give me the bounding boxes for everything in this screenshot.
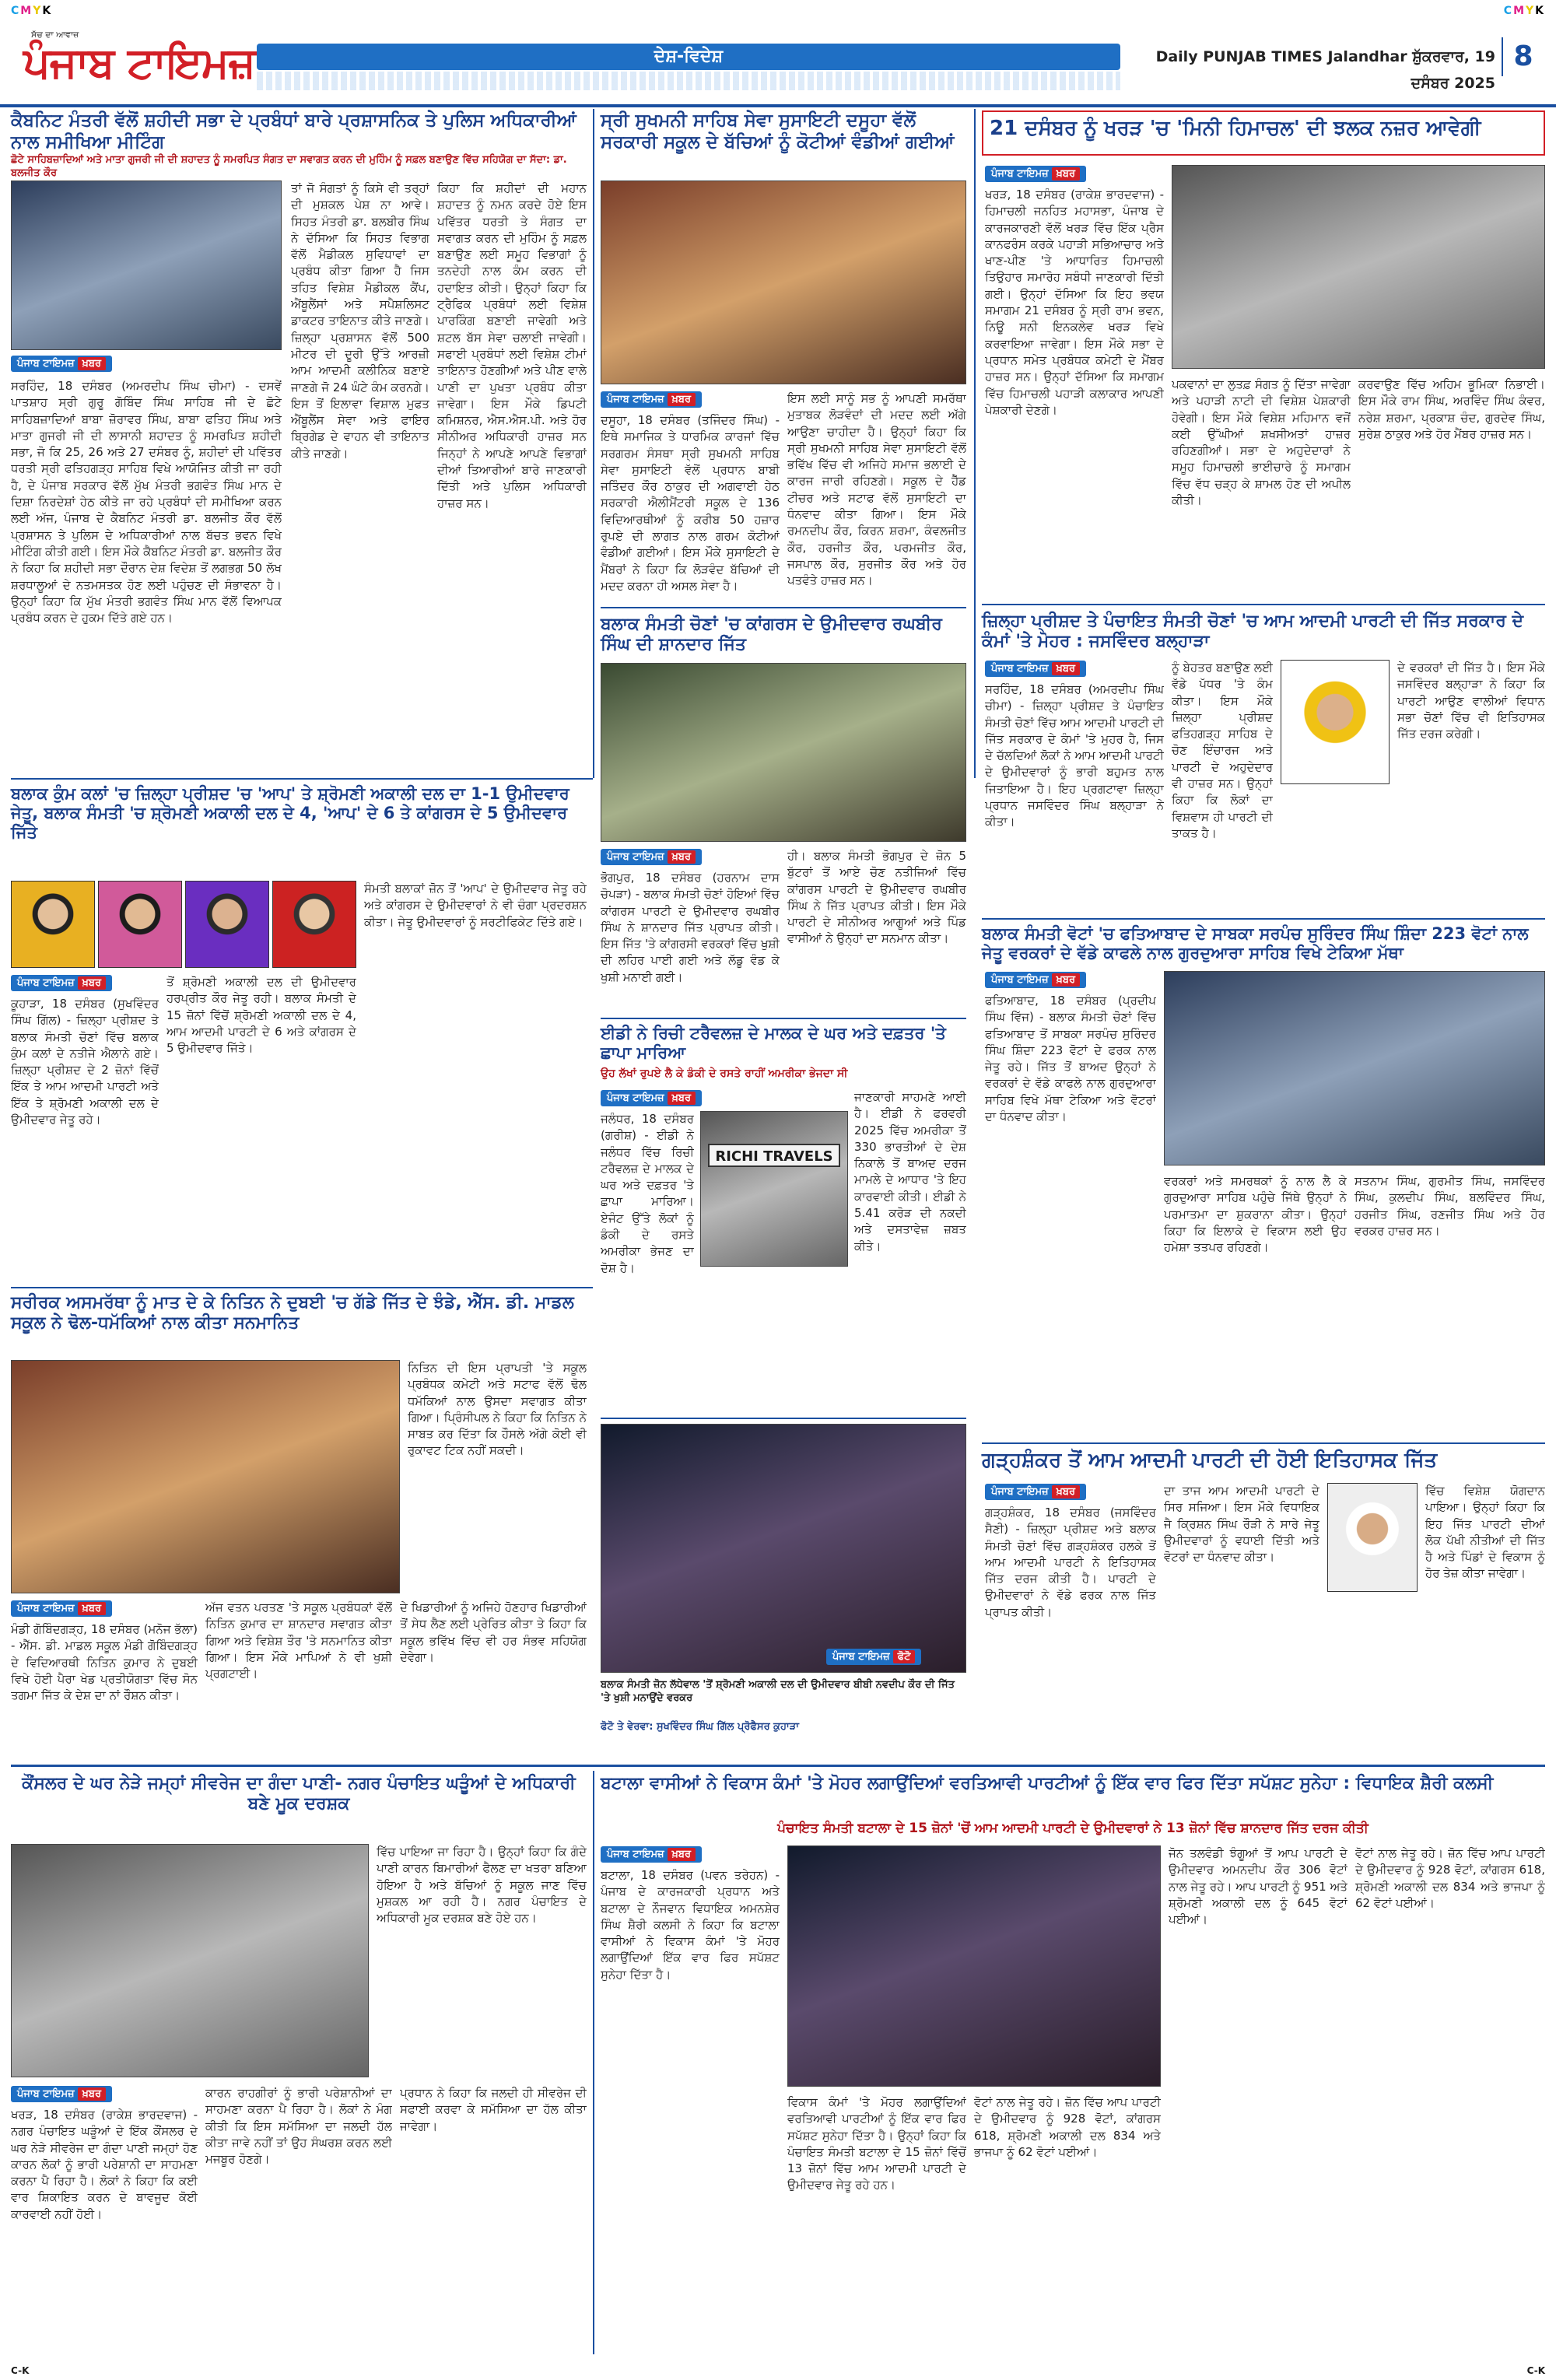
cabinet-subhead: ਛੋਟੇ ਸਾਹਿਬਜ਼ਾਦਿਆਂ ਅਤੇ ਮਾਤਾ ਗੁਜਰੀ ਜੀ ਦੀ ਸ਼ਹਾਦਤ ਨੂੰ ਸਮਰਪਿਤ ਸੰਗਤ ਦਾ ਸਵਾਗਤ ਕਰਨ ਦੀ ਮੁਹਿੰਮ ਨੂੰ ਸਫ਼ਲ ਬਣਾਉਣ ਵਿੱਚ ਸਹਿਯੋਗ ਦਾ ਸੱਦਾ: ਡਾ. ਬਲਜੀਤ ਕੌਰ bbox=[11, 154, 567, 179]
batala-text-col2: ਵਿਕਾਸ ਕੰਮਾਂ 'ਤੇ ਮੋਹਰ ਲਗਾਉਂਦਿਆਂ ਵਰਤਿਆਵੀ ਪਾਰਟੀਆਂ ਨੂੰ ਇੱਕ ਵਾਰ ਫਿਰ ਸਪੱਸ਼ਟ ਸੁਨੇਹਾ ਦਿੱਤਾ ਹੈ। ਉਨ੍ਹਾਂ ਕਿਹਾ ਕਿ ਪੰਚਾਇਤ ਸੰਮਤੀ ਬਟਾਲਾ ਦੇ 15 ਜ਼ੋਨਾਂ ਵਿੱਚੋਂ 13 ਜ਼ੋਨਾਂ ਵਿੱਚ ਆਮ ਆਦਮੀ ਪਾਰਟੀ ਦੇ ਉਮੀਦਵਾਰ ਜੇਤੂ ਰਹੇ ਹਨ। bbox=[787, 2095, 966, 2192]
students-group-photo bbox=[601, 181, 966, 384]
byline-brand: ਪੰਜਾਬ ਟਾਇਮਜ਼ bbox=[607, 1092, 664, 1104]
byline-tag: ਖ਼ਬਰ bbox=[78, 357, 106, 370]
sukhmani-text-col2: ਇਸ ਲਈ ਸਾਨੂੰ ਸਭ ਨੂੰ ਆਪਣੀ ਸਮਰੱਥਾ ਮੁਤਾਬਕ ਲੋੜਵੰਦਾਂ ਦੀ ਮਦਦ ਲਈ ਅੱਗੇ ਆਉਣਾ ਚਾਹੀਦਾ ਹੈ। ਉਨ੍ਹਾਂ ਕਿਹਾ ਕਿ ਸ੍ਰੀ ਸੁਖਮਨੀ ਸਾਹਿਬ ਸੇਵਾ ਸੁਸਾਇਟੀ ਵੱਲੋਂ ਭਵਿੱਖ ਵਿੱਚ ਵੀ ਅਜਿਹੇ ਸਮਾਜ ਭਲਾਈ ਦੇ ਕਾਰਜ ਜਾਰੀ ਰਹਿਣਗੇ। ਸਕੂਲ ਦੇ ਹੈੱਡ ਟੀਚਰ ਅਤੇ ਸਟਾਫ ਵੱਲੋਂ ਸੁਸਾਇਟੀ ਦਾ ਧੰਨਵਾਦ ਕੀਤਾ ਗਿਆ। ਇਸ ਮੌਕੇ ਰਮਨਦੀਪ ਕੌਰ, ਕਿਰਨ ਸ਼ਰਮਾ, ਕੰਵਲਜੀਤ ਕੌਰ, ਹਰਜੀਤ ਕੌਰ, ਪਰਮਜੀਤ ਕੌਰ, ਜਸਪਾਲ ਕੌਰ, ਸੁਰਜੀਤ ਕੌਰ ਅਤੇ ਹੋਰ ਪਤਵੰਤੇ ਹਾਜ਼ਰ ਸਨ। bbox=[787, 391, 966, 588]
batala-text-col5: ਵੋਟਾਂ ਨਾਲ ਜੇਤੂ ਰਹੇ। ਜ਼ੋਨ ਵਿੱਚ ਆਪ ਪਾਰਟੀ ਦੇ ਉਮੀਦਵਾਰ ਨੂੰ 928 ਵੋਟਾਂ, ਕਾਂਗਰਸ 618, ਸ਼੍ਰੋਮਣੀ ਅਕਾਲੀ ਦਲ 834 ਅਤੇ ਭਾਜਪਾ ਨੂੰ 62 ਵੋਟਾਂ ਪਈਆਂ। bbox=[1355, 1846, 1545, 1910]
blanchvadu-text-col1: ਸਰਹਿੰਦ, 18 ਦਸੰਬਰ (ਅਮਰਦੀਪ ਸਿੰਘ ਚੀਮਾ) - ਜ਼ਿਲ੍ਹਾ ਪ੍ਰੀਸ਼ਦ ਤੇ ਪੰਚਾਇਤ ਸੰਮਤੀ ਚੋਣਾਂ ਵਿੱਚ ਆਮ ਆਦਮੀ ਪਾਰਟੀ ਦੀ ਜਿੱਤ ਸਰਕਾਰ ਦੇ ਕੰਮਾਂ 'ਤੇ ਮੁਹਰ ਹੈ, ਜਿਸ ਦੇ ਚੱਲਦਿਆਂ ਲੋਕਾਂ ਨੇ ਆਮ ਆਦਮੀ ਪਾਰਟੀ ਦੇ ਉਮੀਦਵਾਰਾਂ ਨੂੰ ਭਾਰੀ ਬਹੁਮਤ ਨਾਲ ਜਿਤਾਇਆ ਹੈ। ਇਹ ਪ੍ਰਗਟਾਵਾ ਜ਼ਿਲ੍ਹਾ ਪ੍ਰਧਾਨ ਜਸਵਿੰਦਰ ਸਿੰਘ ਬਲ੍ਹਾੜਾ ਨੇ ਕੀਤਾ। bbox=[985, 682, 1164, 829]
garhshankar-text-col3: ਵਿੱਚ ਵਿਸ਼ੇਸ਼ ਯੋਗਦਾਨ ਪਾਇਆ। ਉਨ੍ਹਾਂ ਕਿਹਾ ਕਿ ਇਹ ਜਿੱਤ ਪਾਰਟੀ ਦੀਆਂ ਲੋਕ ਪੱਖੀ ਨੀਤੀਆਂ ਦੀ ਜਿੱਤ ਹੈ ਅਤੇ ਪਿੰਡਾਂ ਦੇ ਵਿਕਾਸ ਨੂੰ ਹੋਰ ਤੇਜ਼ ਕੀਤਾ ਜਾਵੇਗਾ। bbox=[1425, 1484, 1545, 1581]
candidate-portrait-1 bbox=[11, 881, 95, 968]
kum-text-col1: ਕੂਹਾੜਾ, 18 ਦਸੰਬਰ (ਸੁਖਵਿੰਦਰ ਸਿੰਘ ਗਿੱਲ) - ਜ਼ਿਲ੍ਹਾ ਪ੍ਰੀਸ਼ਦ ਤੇ ਬਲਾਕ ਸੰਮਤੀ ਚੋਣਾਂ ਵਿੱਚ ਬਲਾਕ ਕੁੰਮ ਕਲਾਂ ਦੇ ਨਤੀਜੇ ਐਲਾਨੇ ਗਏ। ਜ਼ਿਲ੍ਹਾ ਪ੍ਰੀਸ਼ਦ ਦੇ 2 ਜ਼ੋਨਾਂ ਵਿੱਚੋਂ ਇੱਕ ਤੇ ਆਮ ਆਦਮੀ ਪਾਰਟੀ ਅਤੇ ਇੱਕ ਤੇ ਸ਼੍ਰੋਮਣੀ ਅਕਾਲੀ ਦਲ ਦੇ ਉਮੀਦਵਾਰ ਜੇਤੂ ਰਹੇ। bbox=[11, 997, 159, 1127]
sewage-water-photo bbox=[11, 1844, 369, 2077]
byline-brand: ਪੰਜਾਬ ਟਾਇਮਜ਼ bbox=[991, 1486, 1049, 1498]
garhshankar-text-col1: ਗੜ੍ਹਸ਼ੰਕਰ, 18 ਦਸੰਬਰ (ਜਸਵਿੰਦਰ ਸੈਣੀ) - ਜ਼ਿਲ੍ਹਾ ਪ੍ਰੀਸ਼ਦ ਅਤੇ ਬਲਾਕ ਸੰਮਤੀ ਚੋਣਾਂ ਵਿੱਚ ਗੜ੍ਹਸ਼ੰਕਰ ਹਲਕੇ ਤੋਂ ਆਮ ਆਦਮੀ ਪਾਰਟੀ ਨੇ ਇਤਿਹਾਸਕ ਜਿੱਤ ਦਰਜ ਕੀਤੀ ਹੈ। ਪਾਰਟੀ ਦੇ ਉਮੀਦਵਾਰਾਂ ਨੇ ਵੱਡੇ ਫਰਕ ਨਾਲ ਜਿੱਤ ਪ੍ਰਾਪਤ ਕੀਤੀ। bbox=[985, 1505, 1156, 1619]
victory-celebration-photo bbox=[601, 663, 966, 842]
surinder-text-col1: ਫਤਿਆਬਾਦ, 18 ਦਸੰਬਰ (ਪ੍ਰਦੀਪ ਸਿੰਘ ਵਿੱਜ) - ਬਲਾਕ ਸੰਮਤੀ ਚੋਣਾਂ ਵਿੱਚ ਫਤਿਆਬਾਦ ਤੋਂ ਸਾਬਕਾ ਸਰਪੰਚ ਸੁਰਿੰਦਰ ਸਿੰਘ ਸ਼ਿੰਦਾ 223 ਵੋਟਾਂ ਦੇ ਫਰਕ ਨਾਲ ਜੇਤੂ ਰਹੇ। ਜਿੱਤ ਤੋਂ ਬਾਅਦ ਉਨ੍ਹਾਂ ਨੇ ਵਰਕਰਾਂ ਦੇ ਵੱਡੇ ਕਾਫਲੇ ਨਾਲ ਗੁਰਦੁਆਰਾ ਸਾਹਿਬ ਵਿਖੇ ਮੱਥਾ ਟੇਕਿਆ ਅਤੇ ਵੋਟਰਾਂ ਦਾ ਧੰਨਵਾਦ ਕੀਤਾ। bbox=[985, 994, 1156, 1124]
byline-tag: ਖ਼ਬਰ bbox=[668, 850, 696, 864]
byline-tag: ਖ਼ਬਰ bbox=[1052, 662, 1080, 675]
byline-brand: ਪੰਜਾਬ ਟਾਇਮਜ਼ bbox=[17, 977, 75, 989]
sewerage-text-col3: ਕਾਰਨ ਰਾਹਗੀਰਾਂ ਨੂੰ ਭਾਰੀ ਪਰੇਸ਼ਾਨੀਆਂ ਦਾ ਸਾਹਮਣਾ ਕਰਨਾ ਪੈ ਰਿਹਾ ਹੈ। ਲੋਕਾਂ ਨੇ ਮੰਗ ਕੀਤੀ ਕਿ ਇਸ ਸਮੱਸਿਆ ਦਾ ਜਲਦੀ ਹੱਲ ਕੀਤਾ ਜਾਵੇ ਨਹੀਂ ਤਾਂ ਉਹ ਸੰਘਰਸ਼ ਕਰਨ ਲਈ ਮਜਬੂਰ ਹੋਣਗੇ। bbox=[205, 2086, 392, 2167]
byline-tag: ਖ਼ਬਰ bbox=[1052, 1485, 1080, 1498]
kum-byline bbox=[11, 974, 112, 991]
kum-text-col2: ਤੋਂ ਸ਼੍ਰੋਮਣੀ ਅਕਾਲੀ ਦਲ ਦੀ ਉਮੀਦਵਾਰ ਹਰਪ੍ਰੀਤ ਕੌਰ ਜੇਤੂ ਰਹੀ। ਬਲਾਕ ਸੰਮਤੀ ਦੇ 15 ਜ਼ੋਨਾਂ ਵਿੱਚੋਂ ਸ਼੍ਰੋਮਣੀ ਅਕਾਲੀ ਦਲ ਦੇ 4, ਆਮ ਆਦਮੀ ਪਾਰਟੀ ਦੇ 6 ਅਤੇ ਕਾਂਗਰਸ ਦੇ 5 ਉਮੀਦਵਾਰ ਜਿੱਤੇ। bbox=[166, 975, 356, 1056]
page-number: 8 bbox=[1513, 40, 1533, 72]
section-rule bbox=[601, 1418, 966, 1419]
column-rule bbox=[593, 109, 594, 778]
candidate-portrait-3 bbox=[185, 881, 269, 968]
newspaper-logo: ਪੰਜਾਬ ਟਾਇਮਜ਼ bbox=[23, 37, 255, 87]
raid-text-col2: ਜਾਣਕਾਰੀ ਸਾਹਮਣੇ ਆਈ ਹੈ। ਈਡੀ ਨੇ ਫਰਵਰੀ 2025 ਵਿੱਚ ਅਮਰੀਕਾ ਤੋਂ 330 ਭਾਰਤੀਆਂ ਦੇ ਦੇਸ਼ ਨਿਕਾਲੇ ਤੋਂ ਬਾਅਦ ਦਰਜ ਮਾਮਲੇ ਦੇ ਆਧਾਰ 'ਤੇ ਇਹ ਕਾਰਵਾਈ ਕੀਤੀ। ਈਡੀ ਨੇ 5.41 ਕਰੋੜ ਦੀ ਨਕਦੀ ਅਤੇ ਦਸਤਾਵੇਜ਼ ਜ਼ਬਤ ਕੀਤੇ। bbox=[854, 1090, 966, 1253]
cabinet-meeting-photo bbox=[11, 181, 282, 350]
section-band-pattern bbox=[257, 72, 1120, 90]
press-conference-photo bbox=[1172, 165, 1545, 369]
himachal-headline: 21 ਦਸੰਬਰ ਨੂੰ ਖਰੜ 'ਚ 'ਮਿਨੀ ਹਿਮਾਚਲ' ਦੀ ਝਲਕ ਨਜ਼ਰ ਆਵੇਗੀ bbox=[990, 117, 1481, 140]
blanchvadu-text-col2: ਨੂੰ ਬੇਹਤਰ ਬਣਾਉਣ ਲਈ ਵੱਡੇ ਪੱਧਰ 'ਤੇ ਕੰਮ ਕੀਤਾ। ਇਸ ਮੌਕੇ ਜ਼ਿਲ੍ਹਾ ਪ੍ਰੀਸ਼ਦ ਫਤਿਹਗੜ੍ਹ ਸਾਹਿਬ ਦੇ ਚੋਣ ਇੰਚਾਰਜ ਅਤੇ ਪਾਰਟੀ ਦੇ ਅਹੁਦੇਦਾਰ ਵੀ ਹਾਜ਼ਰ ਸਨ। ਉਨ੍ਹਾਂ ਕਿਹਾ ਕਿ ਲੋਕਾਂ ਦਾ ਵਿਸ਼ਵਾਸ ਹੀ ਪਾਰਟੀ ਦੀ ਤਾਕਤ ਹੈ। bbox=[1172, 661, 1273, 840]
store-sign: RICHI TRAVELS bbox=[708, 1144, 840, 1167]
byline-brand: ਪੰਜਾਬ ਟਾਇਮਜ਼ bbox=[17, 358, 75, 370]
byline-tag: ਖ਼ਬਰ bbox=[668, 1848, 696, 1861]
sewerage-headline: ਕੌਂਸਲਰ ਦੇ ਘਰ ਨੇੜੇ ਜਮ੍ਹਾਂ ਸੀਵਰੇਜ ਦਾ ਗੰਦਾ ਪਾਣੀ- ਨਗਰ ਪੰਚਾਇਤ ਘੜੂੰਆਂ ਦੇ ਅਧਿਕਾਰੀ ਬਣੇ ਮੂਕ ਦਰਸ਼ਕ bbox=[22, 1774, 576, 1814]
batala-text-col3: ਵੋਟਾਂ ਨਾਲ ਜੇਤੂ ਰਹੇ। ਜ਼ੋਨ ਵਿੱਚ ਆਪ ਪਾਰਟੀ ਦੇ ਉਮੀਦਵਾਰ ਨੂੰ 928 ਵੋਟਾਂ, ਕਾਂਗਰਸ 618, ਸ਼੍ਰੋਮਣੀ ਅਕਾਲੀ ਦਲ 834 ਅਤੇ ਭਾਜਪਾ ਨੂੰ 62 ਵੋਟਾਂ ਪਈਆਂ। bbox=[974, 2095, 1161, 2159]
jaswinder-portrait bbox=[1281, 660, 1390, 784]
batala-text-col1: ਬਟਾਲਾ, 18 ਦਸੰਬਰ (ਪਵਨ ਤਰੇਹਨ) - ਪੰਜਾਬ ਦੇ ਕਾਰਜਕਾਰੀ ਪ੍ਰਧਾਨ ਅਤੇ ਬਟਾਲਾ ਦੇ ਨੌਜਵਾਨ ਵਿਧਾਇਕ ਅਮਨਸ਼ੇਰ ਸਿੰਘ ਸ਼ੈਰੀ ਕਲਸੀ ਨੇ ਕਿਹਾ ਕਿ ਬਟਾਲਾ ਵਾਸੀਆਂ ਨੇ ਵਿਕਾਸ ਕੰਮਾਂ 'ਤੇ ਮੋਹਰ ਲਗਾਉਂਦਿਆਂ ਇੱਕ ਵਾਰ ਫਿਰ ਸਪੱਸ਼ਟ ਸੁਨੇਹਾ ਦਿੱਤਾ ਹੈ। bbox=[601, 1868, 780, 1982]
sukhmani-headline: ਸ੍ਰੀ ਸੁਖਮਨੀ ਸਾਹਿਬ ਸੇਵਾ ਸੁਸਾਇਟੀ ਦਸੂਹਾ ਵੱਲੋਂ ਸਰਕਾਰੀ ਸਕੂਲ ਦੇ ਬੱਚਿਆਂ ਨੂੰ ਕੋਟੀਆਂ ਵੰਡੀਆਂ ਗਈਆਂ bbox=[601, 110, 955, 152]
garhshankar-byline bbox=[985, 1483, 1086, 1500]
sukhmani-text-col1: ਦਸੂਹਾ, 18 ਦਸੰਬਰ (ਤਜਿੰਦਰ ਸਿੰਘ) - ਇਥੇ ਸਮਾਜਿਕ ਤੇ ਧਾਰਮਿਕ ਕਾਰਜਾਂ ਵਿੱਚ ਸਰਗਰਮ ਸੰਸਥਾ ਸ੍ਰੀ ਸੁਖਮਨੀ ਸਾਹਿਬ ਸੇਵਾ ਸੁਸਾਇਟੀ ਵੱਲੋਂ ਪ੍ਰਧਾਨ ਬਾਬੀ ਜਤਿੰਦਰ ਕੌਰ ਠਾਕੁਰ ਦੀ ਅਗਵਾਈ ਹੇਠ ਸਰਕਾਰੀ ਐਲੀਮੈਂਟਰੀ ਸਕੂਲ ਦੇ 136 ਵਿਦਿਆਰਥੀਆਂ ਨੂੰ ਕਰੀਬ 50 ਹਜ਼ਾਰ ਰੁਪਏ ਦੀ ਲਾਗਤ ਨਾਲ ਗਰਮ ਕੋਟੀਆਂ ਵੰਡੀਆਂ ਗਈਆਂ। ਇਸ ਮੌਕੇ ਸੁਸਾਇਟੀ ਦੇ ਮੈਂਬਰਾਂ ਨੇ ਕਿਹਾ ਕਿ ਲੋੜਵੰਦ ਬੱਚਿਆਂ ਦੀ ਮਦਦ ਕਰਨਾ ਹੀ ਅਸਲ ਸੇਵਾ ਹੈ। bbox=[601, 413, 780, 593]
surinder-text-col3: ਸਤਨਾਮ ਸਿੰਘ, ਗੁਰਮੀਤ ਸਿੰਘ, ਜਸਵਿੰਦਰ ਸਿੰਘ, ਕੁਲਦੀਪ ਸਿੰਘ, ਬਲਵਿੰਦਰ ਸਿੰਘ, ਹਰਜੀਤ ਸਿੰਘ, ਰਣਜੀਤ ਸਿੰਘ ਅਤੇ ਹੋਰ ਵਰਕਰ ਹਾਜ਼ਰ ਸਨ। bbox=[1354, 1174, 1545, 1238]
himachal-text-col2: ਪਕਵਾਨਾਂ ਦਾ ਲੁਤਫ਼ ਸੰਗਤ ਨੂੰ ਦਿੱਤਾ ਜਾਵੇਗਾ ਅਤੇ ਪਹਾੜੀ ਨਾਟੀ ਦੀ ਵਿਸ਼ੇਸ਼ ਪੇਸ਼ਕਾਰੀ ਹੋਵੇਗੀ। ਇਸ ਮੌਕੇ ਵਿਸ਼ੇਸ਼ ਮਹਿਮਾਨ ਵਜੋਂ ਕਈ ਉੱਘੀਆਂ ਸ਼ਖਸੀਅਤਾਂ ਹਾਜ਼ਰ ਰਹਿਣਗੀਆਂ। ਸਭਾ ਦੇ ਅਹੁਦੇਦਾਰਾਂ ਨੇ ਸਮੂਹ ਹਿਮਾਚਲੀ ਭਾਈਚਾਰੇ ਨੂੰ ਸਮਾਗਮ ਵਿੱਚ ਵੱਧ ਚੜ੍ਹ ਕੇ ਸ਼ਾਮਲ ਹੋਣ ਦੀ ਅਪੀਲ ਕੀਤੀ। bbox=[1172, 377, 1351, 508]
byline-tag: ਖ਼ਬਰ bbox=[78, 976, 106, 990]
byline-brand: ਪੰਜਾਬ ਟਾਇਮਜ਼ bbox=[607, 394, 664, 405]
byline-tag: ਖ਼ਬਰ bbox=[1052, 167, 1080, 181]
byline-tag: ਖ਼ਬਰ bbox=[1052, 973, 1080, 987]
gurdwara-visit-photo bbox=[1164, 971, 1545, 1165]
garhshankar-text-col2: ਦਾ ਤਾਜ ਆਮ ਆਦਮੀ ਪਾਰਟੀ ਦੇ ਸਿਰ ਸਜਿਆ। ਇਸ ਮੌਕੇ ਵਿਧਾਇਕ ਜੈ ਕ੍ਰਿਸ਼ਨ ਸਿੰਘ ਰੌੜੀ ਨੇ ਸਾਰੇ ਜੇਤੂ ਉਮੀਦਵਾਰਾਂ ਨੂੰ ਵਧਾਈ ਦਿੱਤੀ ਅਤੇ ਵੋਟਰਾਂ ਦਾ ਧੰਨਵਾਦ ਕੀਤਾ। bbox=[1164, 1484, 1319, 1565]
section-rule bbox=[11, 778, 593, 780]
garhshankar-headline: ਗੜ੍ਹਸ਼ੰਕਰ ਤੋਂ ਆਮ ਆਦਮੀ ਪਾਰਟੀ ਦੀ ਹੋਈ ਇਤਿਹਾਸਕ ਜਿੱਤ bbox=[982, 1449, 1438, 1472]
travel-office-photo bbox=[700, 1111, 848, 1267]
blanchvadu-text-col3: ਦੇ ਵਰਕਰਾਂ ਦੀ ਜਿੱਤ ਹੈ। ਇਸ ਮੌਕੇ ਜਸਵਿੰਦਰ ਬਲ੍ਹਾੜਾ ਨੇ ਕਿਹਾ ਕਿ ਪਾਰਟੀ ਆਉਣ ਵਾਲੀਆਂ ਵਿਧਾਨ ਸਭਾ ਚੋਣਾਂ ਵਿੱਚ ਵੀ ਇਤਿਹਾਸਕ ਜਿੱਤ ਦਰਜ ਕਰੇਗੀ। bbox=[1397, 661, 1545, 741]
sewerage-text-col1: ਵਿੱਚ ਪਾਇਆ ਜਾ ਰਿਹਾ ਹੈ। ਉਨ੍ਹਾਂ ਕਿਹਾ ਕਿ ਗੰਦੇ ਪਾਣੀ ਕਾਰਨ ਬਿਮਾਰੀਆਂ ਫੈਲਣ ਦਾ ਖਤਰਾ ਬਣਿਆ ਹੋਇਆ ਹੈ ਅਤੇ ਬੱਚਿਆਂ ਨੂੰ ਸਕੂਲ ਜਾਣ ਵਿੱਚ ਮੁਸ਼ਕਲ ਆ ਰਹੀ ਹੈ। ਨਗਰ ਪੰਚਾਇਤ ਦੇ ਅਧਿਕਾਰੀ ਮੂਕ ਦਰਸ਼ਕ ਬਣੇ ਹੋਏ ਹਨ। bbox=[377, 1845, 587, 1926]
sewerage-byline bbox=[11, 2085, 112, 2102]
section-rule bbox=[11, 1765, 1545, 1767]
nitin-text-col2: ਮੰਡੀ ਗੋਬਿੰਦਗੜ੍ਹ, 18 ਦਸੰਬਰ (ਮਨੋਜ ਭੱਲਾ) - ਐੱਸ. ਡੀ. ਮਾਡਲ ਸਕੂਲ ਮੰਡੀ ਗੋਬਿੰਦਗੜ੍ਹ ਦੇ ਵਿਦਿਆਰਥੀ ਨਿਤਿਨ ਕੁਮਾਰ ਨੇ ਦੁਬਈ ਵਿਖੇ ਹੋਈ ਪੈਰਾ ਖੇਡ ਪ੍ਰਤੀਯੋਗਤਾ ਵਿੱਚ ਸੋਨ ਤਗਮਾ ਜਿੱਤ ਕੇ ਦੇਸ਼ ਦਾ ਨਾਂ ਰੌਸ਼ਨ ਕੀਤਾ। bbox=[11, 1622, 198, 1703]
batala-subhead: ਪੰਚਾਇਤ ਸੰਮਤੀ ਬਟਾਲਾ ਦੇ 15 ਜ਼ੋਨਾਂ 'ਚੋਂ ਆਮ ਆਦਮੀ ਪਾਰਟੀ ਦੇ ਉਮੀਦਵਾਰਾਂ ਨੇ 13 ਜ਼ੋਨਾਂ ਵਿੱਚ ਸ਼ਾਨਦਾਰ ਜਿੱਤ ਦਰਜ ਕੀਤੀ bbox=[777, 1821, 1369, 1836]
nitin-text-col3: ਅੱਜ ਵਤਨ ਪਰਤਣ 'ਤੇ ਸਕੂਲ ਪ੍ਰਬੰਧਕਾਂ ਵੱਲੋਂ ਨਿਤਿਨ ਕੁਮਾਰ ਦਾ ਸ਼ਾਨਦਾਰ ਸਵਾਗਤ ਕੀਤਾ ਗਿਆ ਅਤੇ ਵਿਸ਼ੇਸ਼ ਤੌਰ 'ਤੇ ਸਨਮਾਨਿਤ ਕੀਤਾ ਗਿਆ। ਇਸ ਮੌਕੇ ਮਾਪਿਆਂ ਨੇ ਵੀ ਖੁਸ਼ੀ ਪ੍ਰਗਟਾਈ। bbox=[205, 1600, 392, 1681]
surinder-byline bbox=[985, 971, 1086, 988]
section-title: ਦੇਸ਼-ਵਿਦੇਸ਼ bbox=[654, 47, 724, 66]
nitin-text-col1: ਨਿਤਿਨ ਦੀ ਇਸ ਪ੍ਰਾਪਤੀ 'ਤੇ ਸਕੂਲ ਪ੍ਰਬੰਧਕ ਕਮੇਟੀ ਅਤੇ ਸਟਾਫ ਵੱਲੋਂ ਢੋਲ ਧਮੱਕਿਆਂ ਨਾਲ ਉਸਦਾ ਸਵਾਗਤ ਕੀਤਾ ਗਿਆ। ਪ੍ਰਿੰਸੀਪਲ ਨੇ ਕਿਹਾ ਕਿ ਨਿਤਿਨ ਨੇ ਸਾਬਤ ਕਰ ਦਿੱਤਾ ਕਿ ਹੌਸਲੇ ਅੱਗੇ ਕੋਈ ਵੀ ਰੁਕਾਵਟ ਟਿਕ ਨਹੀਂ ਸਕਦੀ। bbox=[408, 1361, 587, 1458]
section-rule bbox=[11, 1287, 593, 1288]
candidate-portrait-4 bbox=[272, 881, 356, 968]
footer-registration-left: C-K bbox=[11, 2365, 30, 2376]
cabinet-text-col3: ਕਿਹਾ ਕਿ ਸ਼ਹੀਦਾਂ ਦੀ ਮਹਾਨ ਸ਼ਹਾਦਤ ਨੂੰ ਨਮਨ ਕਰਦੇ ਹੋਏ ਇਸ ਪਵਿੱਤਰ ਧਰਤੀ ਤੇ ਸੰਗਤ ਦਾ ਸਵਾਗਤ ਕਰਨ ਦੀ ਮੁਹਿੰਮ ਨੂੰ ਸਫ਼ਲ ਬਣਾਉਣ ਲਈ ਸਮੂਹ ਵਿਭਾਗਾਂ ਨੂੰ ਤਨਦੇਹੀ ਨਾਲ ਕੰਮ ਕਰਨ ਦੀ ਹਦਾਇਤ ਕੀਤੀ। ਉਨ੍ਹਾਂ ਕਿਹਾ ਕਿ ਟ੍ਰੈਫਿਕ ਪ੍ਰਬੰਧਾਂ ਲਈ ਵਿਸ਼ੇਸ਼ ਪਾਰਕਿੰਗ ਬਣਾਈ ਜਾਵੇਗੀ ਅਤੇ ਸ਼ਟਲ ਬੱਸ ਸੇਵਾ ਚਲਾਈ ਜਾਵੇਗੀ। ਸਫਾਈ ਪ੍ਰਬੰਧਾਂ ਲਈ ਵਿਸ਼ੇਸ਼ ਟੀਮਾਂ ਤਾਇਨਾਤ ਹੋਣਗੀਆਂ ਅਤੇ ਪੀਣ ਵਾਲੇ ਪਾਣੀ ਦਾ ਪੁਖਤਾ ਪ੍ਰਬੰਧ ਕੀਤਾ ਜਾਵੇਗਾ। ਇਸ ਮੌਕੇ ਡਿਪਟੀ ਕਮਿਸ਼ਨਰ, ਐਸ.ਐਸ.ਪੀ. ਅਤੇ ਹੋਰ ਸੀਨੀਅਰ ਅਧਿਕਾਰੀ ਹਾਜ਼ਰ ਸਨ ਜਿਨ੍ਹਾਂ ਨੇ ਆਪਣੇ ਆਪਣੇ ਵਿਭਾਗਾਂ ਦੀਆਂ ਤਿਆਰੀਆਂ ਬਾਰੇ ਜਾਣਕਾਰੀ ਦਿੱਤੀ ਅਤੇ ਪੁਲਿਸ ਅਧਿਕਾਰੀ ਹਾਜ਼ਰ ਸਨ। bbox=[437, 181, 587, 510]
sewerage-text-col2: ਖਰੜ, 18 ਦਸੰਬਰ (ਰਾਕੇਸ਼ ਭਾਰਦਵਾਜ) - ਨਗਰ ਪੰਚਾਇਤ ਘੜੂੰਆਂ ਦੇ ਇੱਕ ਕੌਂਸਲਰ ਦੇ ਘਰ ਨੇੜੇ ਸੀਵਰੇਜ ਦਾ ਗੰਦਾ ਪਾਣੀ ਜਮ੍ਹਾਂ ਹੋਣ ਕਾਰਨ ਲੋਕਾਂ ਨੂੰ ਭਾਰੀ ਪਰੇਸ਼ਾਨੀ ਦਾ ਸਾਹਮਣਾ ਕਰਨਾ ਪੈ ਰਿਹਾ ਹੈ। ਲੋਕਾਂ ਨੇ ਕਿਹਾ ਕਿ ਕਈ ਵਾਰ ਸ਼ਿਕਾਇਤ ਕਰਨ ਦੇ ਬਾਵਜੂਦ ਕੋਈ ਕਾਰਵਾਈ ਨਹੀਂ ਹੋਈ। bbox=[11, 2108, 198, 2221]
surinder-text-col2: ਵਰਕਰਾਂ ਅਤੇ ਸਮਰਥਕਾਂ ਨੂੰ ਨਾਲ ਲੈ ਕੇ ਗੁਰਦੁਆਰਾ ਸਾਹਿਬ ਪਹੁੰਚੇ ਜਿੱਥੇ ਉਨ੍ਹਾਂ ਨੇ ਪਰਮਾਤਮਾ ਦਾ ਸ਼ੁਕਰਾਨਾ ਕੀਤਾ। ਉਨ੍ਹਾਂ ਕਿਹਾ ਕਿ ਇਲਾਕੇ ਦੇ ਵਿਕਾਸ ਲਈ ਉਹ ਹਮੇਸ਼ਾ ਤਤਪਰ ਰਹਿਣਗੇ। bbox=[1164, 1174, 1347, 1255]
dateline: Daily PUNJAB TIMES Jalandhar ਸ਼ੁੱਕਰਵਾਰ, 19 ਦਸੰਬਰ 2025 bbox=[1155, 48, 1495, 92]
byline-brand: ਪੰਜਾਬ ਟਾਇਮਜ਼ bbox=[991, 168, 1049, 180]
surinder-headline: ਬਲਾਕ ਸੰਮਤੀ ਵੋਟਾਂ 'ਚ ਫਤਿਆਬਾਦ ਦੇ ਸਾਬਕਾ ਸਰਪੰਚ ਸੁਰਿੰਦਰ ਸਿੰਘ ਸ਼ਿੰਦਾ 223 ਵੋਟਾਂ ਨਾਲ ਜੇਤੂ ਵਰਕਰਾਂ ਦੇ ਵੱਡੇ ਕਾਫਲੇ ਨਾਲ ਗੁਰਦੁਆਰਾ ਸਾਹਿਬ ਵਿਖੇ ਟੇਕਿਆ ਮੱਥਾ bbox=[982, 924, 1529, 963]
rambir-byline bbox=[601, 848, 702, 865]
candidate-portrait-2 bbox=[98, 881, 182, 968]
nitin-felicitation-photo bbox=[11, 1360, 400, 1593]
raid-subhead: ਉਹ ਲੱਖਾਂ ਰੁਪਏ ਲੈ ਕੇ ਡੰਕੀ ਦੇ ਰਸਤੇ ਰਾਹੀਂ ਅਮਰੀਕਾ ਭੇਜਦਾ ਸੀ bbox=[601, 1067, 848, 1080]
byline-brand: ਪੰਜਾਬ ਟਾਇਮਜ਼ bbox=[17, 2088, 75, 2100]
himachal-byline bbox=[985, 165, 1086, 182]
batala-text-col4: ਜੋਨ ਤਲਵੰਡੀ ਝੰਗੂਆਂ ਤੋਂ ਆਪ ਪਾਰਟੀ ਦੇ ਉਮੀਦਵਾਰ ਅਮਨਦੀਪ ਕੌਰ 306 ਵੋਟਾਂ ਨਾਲ ਜੇਤੂ ਰਹੇ। ਆਪ ਪਾਰਟੀ ਨੂੰ 951 ਅਤੇ ਸ਼੍ਰੋਮਣੀ ਅਕਾਲੀ ਦਲ ਨੂੰ 645 ਵੋਟਾਂ ਪਈਆਂ। bbox=[1169, 1846, 1347, 1927]
logo-tagline: ਸੱਚ ਦਾ ਆਵਾਜ਼ bbox=[31, 30, 79, 40]
rambir-text-col1: ਭੋਗਪੁਰ, 18 ਦਸੰਬਰ (ਹਰਨਾਮ ਦਾਸ ਚੋਪੜਾ) - ਬਲਾਕ ਸੰਮਤੀ ਚੋਣਾਂ ਹੋਇਆਂ ਵਿੱਚ ਕਾਂਗਰਸ ਪਾਰਟੀ ਦੇ ਉਮੀਦਵਾਰ ਰਘਬੀਰ ਸਿੰਘ ਨੇ ਸ਼ਾਨਦਾਰ ਜਿੱਤ ਪ੍ਰਾਪਤ ਕੀਤੀ। ਇਸ ਜਿੱਤ 'ਤੇ ਕਾਂਗਰਸੀ ਵਰਕਰਾਂ ਵਿੱਚ ਖੁਸ਼ੀ ਦੀ ਲਹਿਰ ਪਾਈ ਗਈ ਅਤੇ ਲੱਡੂ ਵੰਡ ਕੇ ਖੁਸ਼ੀ ਮਨਾਈ ਗਈ। bbox=[601, 871, 780, 984]
cmyk-registration-left: CMYK bbox=[11, 5, 53, 17]
byline-brand: ਪੰਜਾਬ ਟਾਇਮਜ਼ bbox=[17, 1603, 75, 1614]
raid-headline: ਈਡੀ ਨੇ ਰਿਚੀ ਟਰੈਵਲਜ਼ ਦੇ ਮਾਲਕ ਦੇ ਘਰ ਅਤੇ ਦਫ਼ਤਰ 'ਤੇ ਛਾਪਾ ਮਾਰਿਆ bbox=[601, 1024, 946, 1063]
byline-tag: ਖ਼ਬਰ bbox=[78, 2087, 106, 2101]
footer-registration-right: C-K bbox=[1526, 2365, 1545, 2376]
celebration-crowd-photo bbox=[601, 1424, 966, 1673]
nitin-headline: ਸਰੀਰਕ ਅਸਮਰੱਥਾ ਨੂੰ ਮਾਤ ਦੇ ਕੇ ਨਿਤਿਨ ਨੇ ਦੁਬਈ 'ਚ ਗੱਡੇ ਜਿੱਤ ਦੇ ਝੰਡੇ, ਐੱਸ. ਡੀ. ਮਾਡਲ ਸਕੂਲ ਨੇ ਢੋਲ-ਧਮੱਕਿਆਂ ਨਾਲ ਕੀਤਾ ਸਨਮਾਨਿਤ bbox=[11, 1293, 574, 1334]
sewerage-text-col4: ਪ੍ਰਧਾਨ ਨੇ ਕਿਹਾ ਕਿ ਜਲਦੀ ਹੀ ਸੀਵਰੇਜ ਦੀ ਸਫਾਈ ਕਰਵਾ ਕੇ ਸਮੱਸਿਆ ਦਾ ਹੱਲ ਕੀਤਾ ਜਾਵੇਗਾ। bbox=[400, 2086, 587, 2133]
cabinet-byline bbox=[11, 355, 112, 372]
byline-tag: ਖ਼ਬਰ bbox=[668, 393, 696, 406]
raid-text-col1: ਜਲੰਧਰ, 18 ਦਸੰਬਰ (ਗਰੀਸ਼) - ਈਡੀ ਨੇ ਜਲੰਧਰ ਵਿੱਚ ਰਿਚੀ ਟਰੈਵਲਜ਼ ਦੇ ਮਾਲਕ ਦੇ ਘਰ ਅਤੇ ਦਫ਼ਤਰ 'ਤੇ ਛਾਪਾ ਮਾਰਿਆ। ਏਜੰਟ ਉੱਤੇ ਲੋਕਾਂ ਨੂੰ ਡੰਕੀ ਦੇ ਰਸਤੇ ਅਮਰੀਕਾ ਭੇਜਣ ਦਾ ਦੋਸ਼ ਹੈ। bbox=[601, 1112, 694, 1275]
byline-tag-photo: ਫੋਟੋ bbox=[893, 1650, 916, 1663]
kum-text-col3: ਸੰਮਤੀ ਬਲਾਕਾਂ ਜ਼ੋਨ ਤੋਂ 'ਆਪ' ਦੇ ਉਮੀਦਵਾਰ ਜੇਤੂ ਰਹੇ ਅਤੇ ਕਾਂਗਰਸ ਦੇ ਉਮੀਦਵਾਰਾਂ ਨੇ ਵੀ ਚੰਗਾ ਪ੍ਰਦਰਸ਼ਨ ਕੀਤਾ। ਜੇਤੂ ਉਮੀਦਵਾਰਾਂ ਨੂੰ ਸਰਟੀਫਿਕੇਟ ਦਿੱਤੇ ਗਏ। bbox=[364, 882, 587, 929]
section-rule bbox=[982, 1442, 1545, 1444]
kum-headline: ਬਲਾਕ ਕੁੰਮ ਕਲਾਂ 'ਚ ਜ਼ਿਲ੍ਹਾ ਪ੍ਰੀਸ਼ਦ 'ਚ 'ਆਪ' ਤੇ ਸ਼੍ਰੋਮਣੀ ਅਕਾਲੀ ਦਲ ਦਾ 1-1 ਉਮੀਦਵਾਰ ਜੇਤੂ, ਬਲਾਕ ਸੰਮਤੀ 'ਚ ਸ਼੍ਰੋਮਣੀ ਅਕਾਲੀ ਦਲ ਦੇ 4, 'ਆਪ' ਦੇ 6 ਤੇ ਕਾਂਗਰਸ ਦੇ 5 ਉਮੀਦਵਾਰ ਜਿੱਤੇ bbox=[11, 784, 569, 843]
sukhmani-byline bbox=[601, 391, 702, 408]
section-rule bbox=[982, 918, 1545, 920]
batala-celebration-photo bbox=[787, 1845, 1161, 2087]
batala-headline: ਬਟਾਲਾ ਵਾਸੀਆਂ ਨੇ ਵਿਕਾਸ ਕੰਮਾਂ 'ਤੇ ਮੋਹਰ ਲਗਾਉਂਦਿਆਂ ਵਰਤਿਆਵੀ ਪਾਰਟੀਆਂ ਨੂੰ ਇੱਕ ਵਾਰ ਫਿਰ ਦਿੱਤਾ ਸਪੱਸ਼ਟ ਸੁਨੇਹਾ : ਵਿਧਾਇਕ ਸ਼ੈਰੀ ਕਲਸੀ bbox=[601, 1774, 1494, 1793]
mla-portrait bbox=[1327, 1483, 1418, 1592]
column-rule bbox=[974, 109, 976, 778]
cabinet-text-col2: ਤਾਂ ਜੋ ਸੰਗਤਾਂ ਨੂੰ ਕਿਸੇ ਵੀ ਤਰ੍ਹਾਂ ਦੀ ਮੁਸ਼ਕਲ ਪੇਸ਼ ਨਾ ਆਵੇ। ਸਿਹਤ ਮੰਤਰੀ ਡਾ. ਬਲਬੀਰ ਸਿੰਘ ਨੇ ਦੱਸਿਆ ਕਿ ਸਿਹਤ ਵਿਭਾਗ ਵੱਲੋਂ ਮੈਡੀਕਲ ਸੁਵਿਧਾਵਾਂ ਦਾ ਪ੍ਰਬੰਧ ਕੀਤਾ ਗਿਆ ਹੈ ਜਿਸ ਤਹਿਤ ਵਿਸ਼ੇਸ਼ ਮੈਡੀਕਲ ਕੈਂਪ, ਐਂਬੂਲੈਂਸਾਂ ਅਤੇ ਸਪੈਸ਼ਲਿਸਟ ਡਾਕਟਰ ਤਾਇਨਾਤ ਕੀਤੇ ਜਾਣਗੇ। ਜ਼ਿਲ੍ਹਾ ਪ੍ਰਸ਼ਾਸਨ ਵੱਲੋਂ 500 ਮੀਟਰ ਦੀ ਦੂਰੀ ਉੱਤੇ ਆਰਜ਼ੀ ਆਮ ਆਦਮੀ ਕਲੀਨਿਕ ਬਣਾਏ ਜਾਣਗੇ ਜੋ 24 ਘੰਟੇ ਕੰਮ ਕਰਨਗੇ। ਇਸ ਤੋਂ ਇਲਾਵਾ ਵਿਸ਼ਾਲ ਮੁਫਤ ਐਂਬੂਲੈਂਸ ਸੇਵਾ ਅਤੇ ਫਾਇਰ ਬ੍ਰਿਗੇਡ ਦੇ ਵਾਹਨ ਵੀ ਤਾਇਨਾਤ ਕੀਤੇ ਜਾਣਗੇ। bbox=[291, 181, 429, 461]
section-rule bbox=[982, 604, 1545, 605]
section-rule bbox=[601, 607, 966, 608]
byline-brand: ਪੰਜਾਬ ਟਾਇਮਜ਼ bbox=[607, 851, 664, 863]
rambir-text-col2: ਹੀ। ਬਲਾਕ ਸੰਮਤੀ ਭੋਗਪੁਰ ਦੇ ਜ਼ੋਨ 5 ਬੁੱਟਰਾਂ ਤੋਂ ਆਏ ਚੋਣ ਨਤੀਜਿਆਂ ਵਿੱਚ ਕਾਂਗਰਸ ਪਾਰਟੀ ਦੇ ਉਮੀਦਵਾਰ ਰਘਬੀਰ ਸਿੰਘ ਨੇ ਜਿੱਤ ਪ੍ਰਾਪਤ ਕੀਤੀ। ਇਸ ਮੌਕੇ ਪਾਰਟੀ ਦੇ ਸੀਨੀਅਰ ਆਗੂਆਂ ਅਤੇ ਪਿੰਡ ਵਾਸੀਆਂ ਨੇ ਉਨ੍ਹਾਂ ਦਾ ਸਨਮਾਨ ਕੀਤਾ। bbox=[787, 849, 966, 946]
byline-brand: ਪੰਜਾਬ ਟਾਇਮਜ਼ bbox=[832, 1651, 890, 1663]
section-rule bbox=[601, 1018, 966, 1019]
cabinet-headline: ਕੈਬਨਿਟ ਮੰਤਰੀ ਵੱਲੋਂ ਸ਼ਹੀਦੀ ਸਭਾ ਦੇ ਪ੍ਰਬੰਧਾਂ ਬਾਰੇ ਪ੍ਰਸ਼ਾਸਨਿਕ ਤੇ ਪੁਲਿਸ ਅਧਿਕਾਰੀਆਂ ਨਾਲ ਸਮੀਖਿਆ ਮੀਟਿੰਗ bbox=[11, 110, 576, 152]
nitin-byline bbox=[11, 1600, 112, 1617]
cmyk-registration-right: CMYK bbox=[1503, 5, 1545, 17]
blanchvadu-byline bbox=[985, 660, 1086, 677]
column-rule bbox=[593, 1771, 594, 2354]
raid-byline bbox=[601, 1089, 702, 1106]
himachal-text-col3: ਕਰਵਾਉਣ ਵਿੱਚ ਅਹਿਮ ਭੂਮਿਕਾ ਨਿਭਾਈ। ਇਸ ਮੌਕੇ ਰਾਮ ਸਿੰਘ, ਅਰਵਿੰਦ ਸਿੰਘ ਕੰਵਰ, ਨਰੇਸ਼ ਸ਼ਰਮਾ, ਪ੍ਰਕਾਸ਼ ਚੰਦ, ਗੁਰਦੇਵ ਸਿੰਘ, ਸੁਰੇਸ਼ ਠਾਕੁਰ ਅਤੇ ਹੋਰ ਮੈਂਬਰ ਹਾਜ਼ਰ ਸਨ। bbox=[1358, 377, 1545, 441]
byline-brand: ਪੰਜਾਬ ਟਾਇਮਜ਼ bbox=[991, 663, 1049, 675]
byline-tag: ਖ਼ਬਰ bbox=[668, 1092, 696, 1105]
batala-byline bbox=[601, 1845, 702, 1863]
photo-byline bbox=[826, 1648, 921, 1665]
nitin-text-col4: ਦੇ ਖਿਡਾਰੀਆਂ ਨੂੰ ਅਜਿਹੇ ਹੋਣਹਾਰ ਖਿਡਾਰੀਆਂ ਤੋਂ ਸੇਧ ਲੈਣ ਲਈ ਪ੍ਰੇਰਿਤ ਕੀਤਾ ਤੇ ਕਿਹਾ ਕਿ ਸਕੂਲ ਭਵਿੱਖ ਵਿੱਚ ਵੀ ਹਰ ਸੰਭਵ ਸਹਿਯੋਗ ਦੇਵੇਗਾ। bbox=[400, 1600, 587, 1664]
byline-brand: ਪੰਜਾਬ ਟਾਇਮਜ਼ bbox=[991, 974, 1049, 986]
rambir-photo-caption: ਬਲਾਕ ਸੰਮਤੀ ਜ਼ੋਨ ਲੱਧੇਵਾਲ 'ਤੋਂ ਸ਼੍ਰੋਮਣੀ ਅਕਾਲੀ ਦਲ ਦੀ ਉਮੀਦਵਾਰ ਬੀਬੀ ਨਵਦੀਪ ਕੌਰ ਦੀ ਜਿੱਤ 'ਤੇ ਖੁਸ਼ੀ ਮਨਾਉਂਦੇ ਵਰਕਰ bbox=[601, 1679, 955, 1704]
rambir-photo-credit: ਫੋਟੋ ਤੇ ਵੇਰਵਾ: ਸੁਖਵਿੰਦਰ ਸਿੰਘ ਗਿੱਲ ਪ੍ਰੋਫੈਸਰ ਕੁਹਾੜਾ bbox=[601, 1721, 799, 1733]
rambir-headline: ਬਲਾਕ ਸੰਮਤੀ ਚੋਣਾਂ 'ਚ ਕਾਂਗਰਸ ਦੇ ਉਮੀਦਵਾਰ ਰਘਬੀਰ ਸਿੰਘ ਦੀ ਸ਼ਾਨਦਾਰ ਜਿੱਤ bbox=[601, 615, 942, 655]
blanchvadu-headline: ਜ਼ਿਲ੍ਹਾ ਪ੍ਰੀਸ਼ਦ ਤੇ ਪੰਚਾਇਤ ਸੰਮਤੀ ਚੋਣਾਂ 'ਚ ਆਮ ਆਦਮੀ ਪਾਰਟੀ ਦੀ ਜਿੱਤ ਸਰਕਾਰ ਦੇ ਕੰਮਾਂ 'ਤੇ ਮੋਹਰ : ਜਸਵਿੰਦਰ ਬਲ੍ਹਾੜਾ bbox=[982, 612, 1524, 652]
byline-tag: ਖ਼ਬਰ bbox=[78, 1602, 106, 1615]
cabinet-text-col1: ਸਰਹਿੰਦ, 18 ਦਸੰਬਰ (ਅਮਰਦੀਪ ਸਿੰਘ ਚੀਮਾ) - ਦਸਵੇਂ ਪਾਤਸ਼ਾਹ ਸ੍ਰੀ ਗੁਰੂ ਗੋਬਿੰਦ ਸਿੰਘ ਸਾਹਿਬ ਜੀ ਦੇ ਛੋਟੇ ਸਾਹਿਬਜ਼ਾਦਿਆਂ ਬਾਬਾ ਜ਼ੋਰਾਵਰ ਸਿੰਘ, ਬਾਬਾ ਫਤਿਹ ਸਿੰਘ ਅਤੇ ਮਾਤਾ ਗੁਜਰੀ ਜੀ ਦੀ ਲਾਸਾਨੀ ਸ਼ਹਾਦਤ ਨੂੰ ਸਮਰਪਿਤ ਸ਼ਹੀਦੀ ਸਭਾ, ਜੋ ਕਿ 25, 26 ਅਤੇ 27 ਦਸੰਬਰ ਨੂੰ, ਸ਼ਹੀਦਾਂ ਦੀ ਪਵਿੱਤਰ ਧਰਤੀ ਸ੍ਰੀ ਫਤਿਹਗੜ੍ਹ ਸਾਹਿਬ ਵਿਖੇ ਆਯੋਜਿਤ ਕੀਤੀ ਜਾ ਰਹੀ ਹੈ, ਦੇ ਪੰਜਾਬ ਸਰਕਾਰ ਵੱਲੋਂ ਮੁੱਖ ਮੰਤਰੀ ਭਗਵੰਤ ਸਿੰਘ ਮਾਨ ਦੇ ਦਿਸ਼ਾ ਨਿਰਦੇਸ਼ਾਂ ਹੇਠ ਕੀਤੇ ਜਾ ਰਹੇ ਪ੍ਰਬੰਧਾਂ ਦੀ ਸਮੀਖਿਆ ਕਰਨ ਲਈ ਅੱਜ, ਪੰਜਾਬ ਦੇ ਕੈਬਨਿਟ ਮੰਤਰੀ ਡਾ. ਬਲਜੀਤ ਕੌਰ ਵੱਲੋਂ ਪ੍ਰਸ਼ਾਸਨ ਤੇ ਪੁਲਿਸ ਦੇ ਅਧਿਕਾਰੀਆਂ ਨਾਲ ਬੱਚਤ ਭਵਨ ਵਿਖੇ ਮੀਟਿੰਗ ਕੀਤੀ ਗਈ। ਇਸ ਮੌਕੇ ਕੈਬਨਿਟ ਮੰਤਰੀ ਡਾ. ਬਲਜੀਤ ਕੌਰ ਨੇ ਕਿਹਾ ਕਿ ਸ਼ਹੀਦੀ ਸਭਾ ਦੌਰਾਨ ਦੇਸ਼ ਵਿਦੇਸ਼ ਤੋਂ ਲਗਭਗ 50 ਲੱਖ ਸ਼ਰਧਾਲੂਆਂ ਦੇ ਨਤਮਸਤਕ ਹੋਣ ਲਈ ਪਹੁੰਚਣ ਦੀ ਸੰਭਾਵਨਾ ਹੈ। ਉਨ੍ਹਾਂ ਕਿਹਾ ਕਿ ਮੁੱਖ ਮੰਤਰੀ ਭਗਵੰਤ ਸਿੰਘ ਮਾਨ ਵੱਲੋਂ ਵਿਆਪਕ ਪ੍ਰਬੰਧ ਕਰਨ ਦੇ ਹੁਕਮ ਦਿੱਤੇ ਗਏ ਹਨ। bbox=[11, 379, 282, 626]
byline-brand: ਪੰਜਾਬ ਟਾਇਮਜ਼ bbox=[607, 1849, 664, 1860]
himachal-text-col1: ਖਰੜ, 18 ਦਸੰਬਰ (ਰਾਕੇਸ਼ ਭਾਰਦਵਾਜ) - ਹਿਮਾਚਲੀ ਜਨਹਿਤ ਮਹਾਸਭਾ, ਪੰਜਾਬ ਦੇ ਕਾਰਜਕਾਰਣੀ ਵੱਲੋਂ ਖਰੜ ਵਿੱਚ ਇੱਕ ਪ੍ਰੈਸ ਕਾਨਫਰੰਸ ਕਰਕੇ ਪਹਾੜੀ ਸਭਿਆਚਾਰ ਅਤੇ ਖਾਣ-ਪੀਣ 'ਤੇ ਆਧਾਰਿਤ ਹਿਮਾਚਲੀ ਤਿਉਹਾਰ ਸਮਾਰੋਹ ਸਬੰਧੀ ਜਾਣਕਾਰੀ ਦਿੱਤੀ ਗਈ। ਉਨ੍ਹਾਂ ਦੱਸਿਆ ਕਿ ਇਹ ਭਵਯ ਸਮਾਗਮ 21 ਦਸੰਬਰ ਨੂੰ ਸ੍ਰੀ ਰਾਮ ਭਵਨ, ਨਿਊ ਸਨੀ ਇਨਕਲੇਵ ਖਰੜ ਵਿਖੇ ਕਰਵਾਇਆ ਜਾਵੇਗਾ। ਇਸ ਮੌਕੇ ਸਭਾ ਦੇ ਪ੍ਰਧਾਨ ਸਮੇਤ ਪ੍ਰਬੰਧਕ ਕਮੇਟੀ ਦੇ ਮੈਂਬਰ ਹਾਜ਼ਰ ਸਨ। ਉਨ੍ਹਾਂ ਦੱਸਿਆ ਕਿ ਸਮਾਗਮ ਵਿੱਚ ਹਿਮਾਚਲੀ ਪਹਾੜੀ ਕਲਾਕਾਰ ਆਪਣੀ ਪੇਸ਼ਕਾਰੀ ਦੇਣਗੇ। bbox=[985, 188, 1164, 417]
